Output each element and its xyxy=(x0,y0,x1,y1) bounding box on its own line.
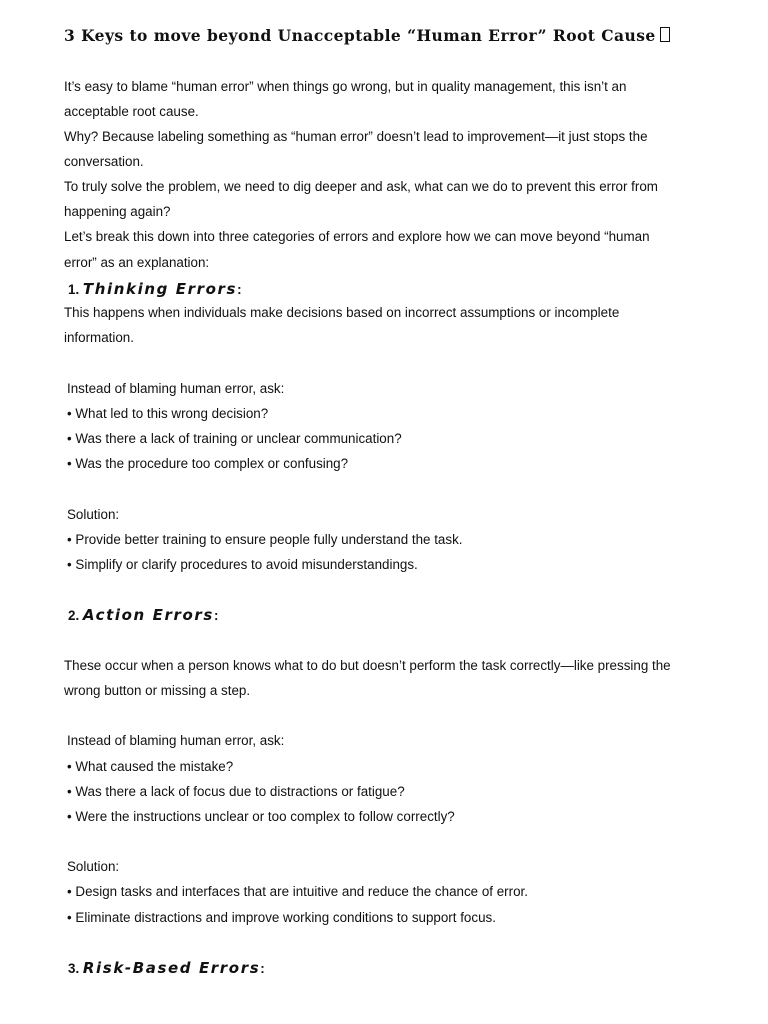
section-description: These occur when a person knows what to do but doesn’t perform the task correctly—like pressing the xyxy=(64,658,671,673)
solution-item: • Design tasks and interfaces that are intuitive and reduce the chance of error. xyxy=(67,884,528,899)
section-name: Risk-Based Errors xyxy=(82,959,261,977)
ask-label: Instead of blaming human error, ask: xyxy=(67,381,285,396)
section-heading-action-errors: 2. Action Errors: xyxy=(68,606,219,624)
solution-label: Solution: xyxy=(67,859,120,874)
title-text: 3 Keys to move beyond Unacceptable “Human Error” Root Cause xyxy=(64,26,656,45)
section-description: information. xyxy=(64,330,134,345)
section-description: wrong button or missing a step. xyxy=(64,683,251,698)
section-number: 2. xyxy=(68,608,80,623)
ask-item: • Was there a lack of focus due to distractions or fatigue? xyxy=(67,784,405,799)
intro-line: Why? Because labeling something as “human error” doesn’t lead to improvement—it just stops the xyxy=(64,129,648,144)
intro-line: It’s easy to blame “human error” when things go wrong, but in quality management, this isn’t an xyxy=(64,79,627,94)
section-name: Action Errors xyxy=(82,606,214,624)
intro-line: acceptable root cause. xyxy=(64,104,199,119)
ask-item: • What caused the mistake? xyxy=(67,759,234,774)
section-description: This happens when individuals make decisions based on incorrect assumptions or incomplete xyxy=(64,305,620,320)
intro-line: conversation. xyxy=(64,154,144,169)
intro-line: Let’s break this down into three categories of errors and explore how we can move beyond “human xyxy=(64,229,650,244)
intro-line: happening again? xyxy=(64,204,171,219)
solution-item: • Provide better training to ensure people fully understand the task. xyxy=(67,532,463,547)
section-heading-risk-based-errors: 3. Risk-Based Errors: xyxy=(68,959,265,977)
section-number: 3. xyxy=(68,961,80,976)
ask-label: Instead of blaming human error, ask: xyxy=(67,733,285,748)
section-name: Thinking Errors xyxy=(82,280,238,298)
section-number: 1. xyxy=(68,282,80,297)
solution-label: Solution: xyxy=(67,507,120,522)
document-title xyxy=(64,26,670,45)
intro-line: To truly solve the problem, we need to dig deeper and ask, what can we do to prevent this error from xyxy=(64,179,658,194)
ask-item: • Was there a lack of training or unclear communication? xyxy=(67,431,402,446)
solution-item: • Simplify or clarify procedures to avoid misunderstandings. xyxy=(67,557,418,572)
missing-glyph-icon xyxy=(660,27,670,42)
ask-item: • Were the instructions unclear or too complex to follow correctly? xyxy=(67,809,455,824)
solution-item: • Eliminate distractions and improve working conditions to support focus. xyxy=(67,910,496,925)
ask-item: • Was the procedure too complex or confusing? xyxy=(67,456,349,471)
ask-item: • What led to this wrong decision? xyxy=(67,406,269,421)
intro-line: error” as an explanation: xyxy=(64,255,210,270)
section-heading-thinking-errors: 1. Thinking Errors: xyxy=(68,280,242,298)
